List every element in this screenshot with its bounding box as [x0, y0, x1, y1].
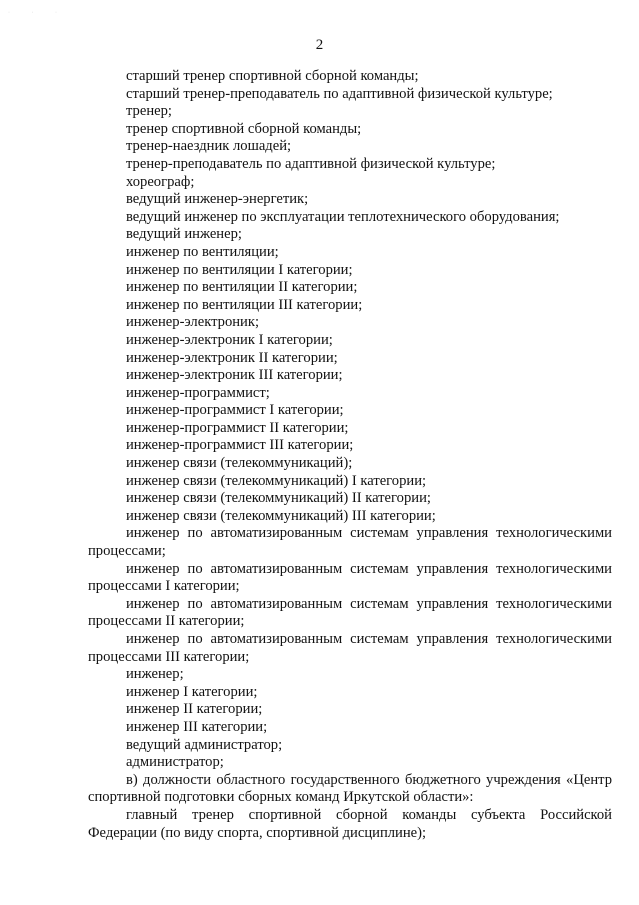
list-item: инженер связи (телекоммуникаций) III категории; [126, 507, 436, 524]
list-item: инженер I категории; [126, 683, 258, 700]
list-item: старший тренер спортивной сборной команды; [126, 68, 419, 84]
list-item: ведущий администратор; [126, 736, 283, 753]
list-item: инженер-программист III категории; [126, 437, 354, 454]
list-item: инженер по вентиляции III категории; [126, 296, 363, 313]
list-item: инженер-электроник I категории; [126, 331, 333, 348]
list-item: инженер связи (телекоммуникаций); [126, 455, 353, 472]
list-item: инженер; [126, 666, 184, 683]
list-item: инженер связи (телекоммуникаций) I категории; [126, 472, 427, 489]
list-item: инженер III категории; [126, 718, 268, 735]
list-item: инженер по автоматизированным системам управления технологическими процессами II категории; [88, 595, 612, 630]
list-item: инженер по вентиляции II категории; [126, 279, 358, 296]
list-item: ведущий инженер по эксплуатации теплотехнического оборудования; [126, 208, 560, 225]
list-item: тренер-преподаватель по адаптивной физической культуре; [126, 155, 496, 172]
list-item: тренер спортивной сборной команды; [126, 120, 362, 137]
list-item: тренер-наездник лошадей; [126, 138, 292, 155]
list-item: старший тренер-преподаватель по адаптивной физической культуре; [126, 85, 553, 102]
page-number: 2 [315, 37, 324, 53]
list-item: инженер-электроник; [126, 314, 260, 331]
list-item: инженер II категории; [126, 701, 263, 718]
list-item: инженер-программист I категории; [126, 402, 344, 419]
list-item: администратор; [126, 754, 224, 771]
document-body [88, 68, 612, 842]
list-item: инженер по автоматизированным системам управления технологическими процессами I категории; [88, 560, 612, 595]
list-item: ведущий инженер; [126, 226, 242, 243]
list-item: инженер по автоматизированным системам управления технологическими процессами; [88, 525, 612, 560]
list-item: тренер; [126, 103, 172, 120]
scan-artifact: · · · [8, 10, 67, 16]
list-item: инженер по вентиляции I категории; [126, 261, 353, 278]
list-item: инженер-электроник II категории; [126, 349, 338, 366]
list-item: хореограф; [126, 173, 195, 190]
list-item: инженер по вентиляции; [126, 243, 279, 260]
section-paragraph: в) должности областного государственного бюджетного учреждения «Центр спортивной подготовки сборных команд Иркутской области»: [88, 771, 612, 806]
list-item: инженер-программист; [126, 384, 270, 401]
list-item: инженер-электроник III категории; [126, 367, 343, 384]
list-item: инженер по автоматизированным системам управления технологическими процессами III категории; [88, 631, 612, 665]
list-item: ведущий инженер-энергетик; [126, 191, 309, 208]
list-item: главный тренер спортивной сборной команды субъекта Российской Федерации (по виду спорта, спортивной дисциплине); [88, 806, 612, 841]
list-item: инженер-программист II категории; [126, 419, 349, 436]
list-item: инженер связи (телекоммуникаций) II категории; [126, 490, 431, 507]
